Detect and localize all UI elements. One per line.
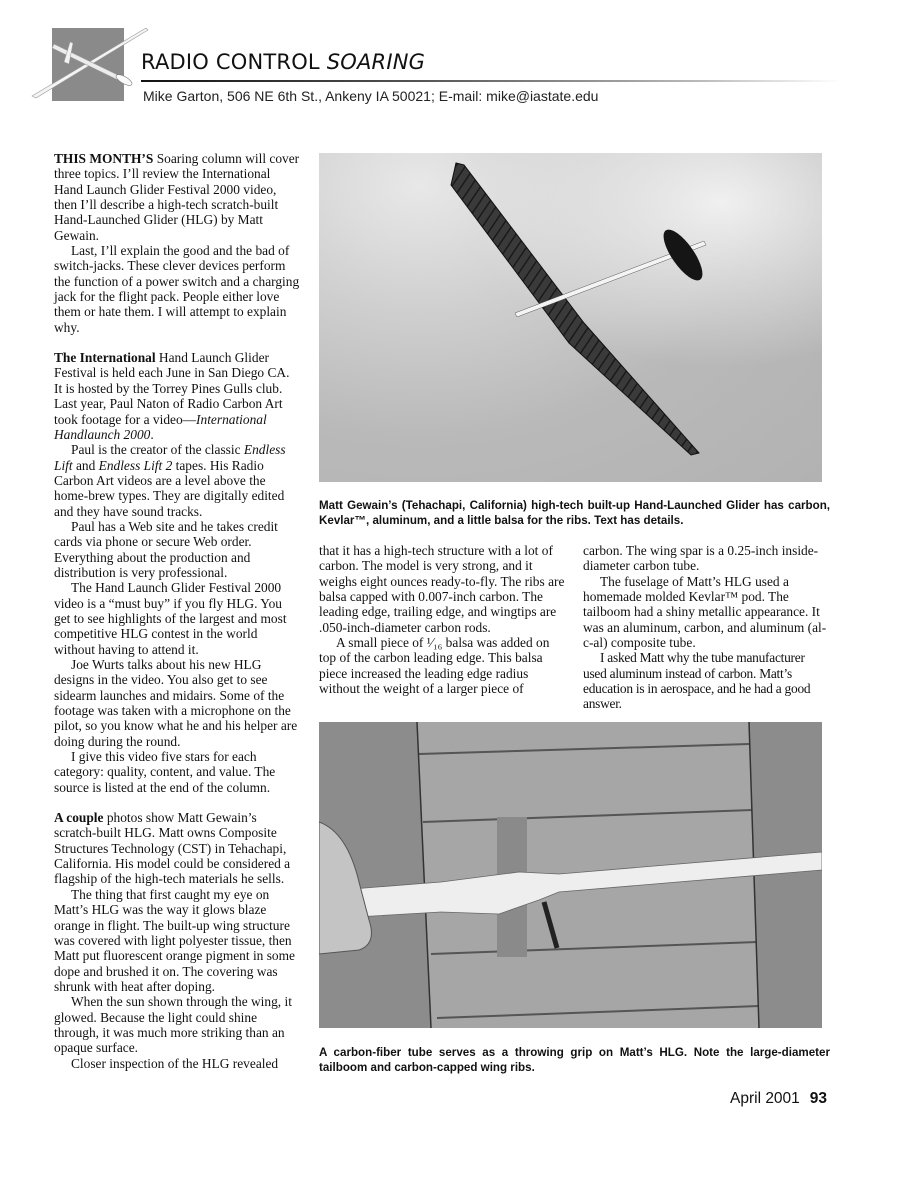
article-column-2	[319, 543, 567, 696]
paragraph: that it has a high-tech structure with a lot of carbon. The model is very strong, and it weighs eight ounces ready-to-fly. The ribs are balsa capped with 0.007-inch carbon. The leading edge, trailing edge, and wingtips are .050-inch-diameter carbon rods.	[319, 543, 565, 635]
paragraph: Closer inspection of the HLG revealed	[71, 1055, 279, 1071]
paragraph	[319, 635, 567, 696]
tape-title: Endless Lift	[54, 442, 286, 473]
paragraph-text: .	[150, 426, 154, 442]
glider-flight-image	[319, 153, 822, 482]
paragraph-text: and	[72, 457, 99, 473]
paragraph: carbon. The wing spar is a 0.25-inch inside-diameter carbon tube.	[583, 543, 819, 574]
paragraph-text: Hand Launch Glider Festival is held each June in San Diego CA. It is hosted by the Torrey Pines Gulls club. Last year, Paul Naton of Radio Carbon Art took footage for a video—	[54, 350, 290, 427]
article-column-1	[54, 151, 300, 1071]
paragraph-text: A small piece of	[336, 635, 427, 651]
paragraph: When the sun shown through the wing, it glowed. Because the light could shine through, it was much more striking than an opaque surface.	[54, 994, 292, 1056]
paragraph	[54, 350, 300, 442]
column-title-plain: RADIO CONTROL	[141, 50, 327, 74]
paragraph: I give this video five stars for each category: quality, content, and value. The source is listed at the end of the column.	[54, 749, 276, 795]
photo-throwing-grip	[319, 722, 822, 1028]
photo-glider-in-flight	[319, 153, 822, 482]
paragraph	[54, 151, 300, 243]
paragraph: I asked Matt why the tube manufacturer used aluminum instead of carbon. Matt’s education is in aerospace, and he had a good answer.	[583, 650, 811, 712]
paragraph: Last, I’ll explain the good and the bad of switch-jacks. These clever devices perform the function of a power switch and a charging jack for the flight pack. People either love them or hate them. I will attempt to explain why.	[54, 243, 300, 335]
lead-in: THIS MONTH’S	[54, 151, 154, 166]
paragraph: The fuselage of Matt’s HLG used a homemade molded Kevlar™ pod. The tailboom had a shiny metallic appearance. It was an aluminum, carbon, and aluminum (al-c-al) composite tube.	[583, 573, 827, 651]
lead-in: The International	[54, 350, 156, 366]
photo-caption-bottom: A carbon-fiber tube serves as a throwing grip on Matt’s HLG. Note the large-diameter tailboom and carbon-capped wing ribs.	[319, 1046, 830, 1074]
paragraph-text: photos show Matt Gewain’s scratch-built HLG. Matt owns Composite Structures Technology (CST) in Tehachapi, California. His model could be considered a flagship of the high-tech materials he sells.	[54, 810, 291, 887]
paragraph: Paul has a Web site and he takes credit cards via phone or secure Web order. Everything about the production and distribution is very professional.	[54, 518, 278, 580]
throwing-grip-image	[319, 722, 822, 1028]
paragraph	[54, 442, 300, 519]
glider-logo-icon	[24, 22, 159, 102]
lead-in: A couple	[54, 810, 104, 826]
column-title	[141, 50, 425, 74]
issue-date: April 2001	[730, 1090, 800, 1107]
paragraph-text: balsa was added on top of the carbon leading edge. This balsa piece increased the leading edge radius without the weight of a larger piece of	[319, 635, 550, 697]
fraction: ¹⁄₁₆	[426, 635, 443, 651]
photo-caption-top: Matt Gewain’s (Tehachapi, California) high-tech built-up Hand-Launched Glider has carbon, Kevlar™, aluminum, and a little balsa for the ribs. Text has details.	[319, 499, 830, 527]
paragraph-text: Paul is the creator of the classic	[71, 442, 244, 458]
author-contact: Mike Garton, 506 NE 6th St., Ankeny IA 50021; E-mail: mike@iastate.edu	[143, 88, 599, 104]
tape-title: Endless Lift 2	[98, 457, 173, 473]
paragraph: Joe Wurts talks about his new HLG designs in the video. You also get to see sidearm launches and midairs. Some of the footage was taken with a microphone on the pilot, so you know what he and his helper are doing during the round.	[54, 657, 298, 749]
paragraph	[54, 810, 300, 887]
header-divider	[141, 80, 841, 82]
article-column-3	[583, 543, 831, 712]
page-footer	[730, 1090, 827, 1108]
column-title-italic: SOARING	[326, 50, 426, 74]
paragraph: The thing that first caught my eye on Matt’s HLG was the way it glows blaze orange in flight. The built-up wing structure was covered with light polyester tissue, then Matt put fluorescent orange pigment in some dope and brushed it on. The covering was shrunk with heat after doping.	[54, 886, 295, 994]
paragraph-text: tapes. His Radio Carbon Art videos are a level above the home-brew types. They are digitally edited and they have sound tracks.	[54, 457, 285, 519]
paragraph: The Hand Launch Glider Festival 2000 video is a “must buy” if you fly HLG. You get to see highlights of the largest and most competitive HLG contest in the world without having to attend it.	[54, 580, 287, 657]
page-number: 93	[809, 1090, 828, 1107]
paragraph-text: Soaring column will cover three topics. I’ll review the International Hand Launch Glider Festival 2000 video, then I’ll describe a high-tech scratch-built Hand-Launched Glider (HLG) by Matt Gewain.	[54, 151, 300, 243]
video-title: International Handlaunch 2000	[54, 411, 267, 442]
